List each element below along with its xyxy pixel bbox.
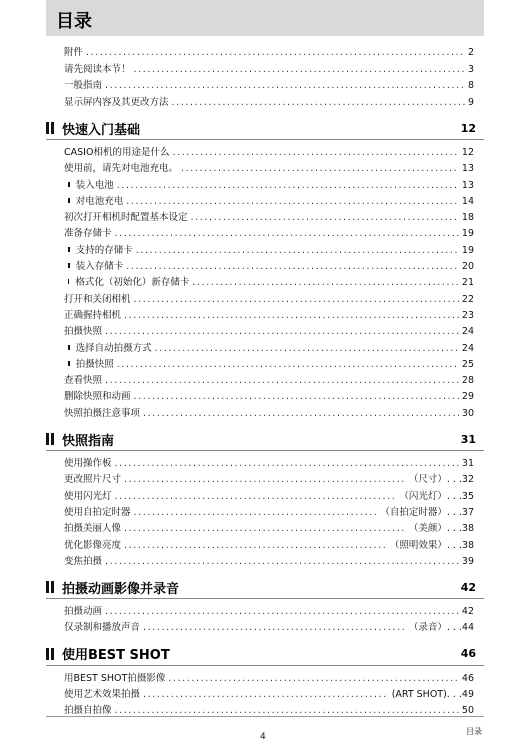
section-page: 31	[460, 432, 476, 446]
toc-entry-page: 21	[461, 277, 474, 289]
section-marker-icon	[46, 122, 56, 134]
toc-entry-page: 25	[461, 358, 474, 370]
toc-entry-page: （尺寸）. . .32	[408, 474, 474, 486]
toc-entry[interactable]	[64, 45, 474, 62]
table-of-contents	[46, 36, 484, 720]
dot-leader	[86, 45, 465, 62]
toc-subentry[interactable]	[64, 275, 474, 291]
toc-entry-page: （美颜）. . .38	[408, 523, 474, 535]
toc-entry-label: 使用操作板	[64, 458, 112, 470]
toc-entry-page: 3	[467, 63, 474, 75]
toc-entry-page: 39	[461, 555, 474, 567]
toc-entry-page: 19	[461, 228, 474, 240]
dot-leader	[126, 194, 459, 210]
toc-entry-label: 使用闪光灯	[64, 490, 112, 502]
section-entries	[46, 604, 484, 637]
toc-entry-page: 24	[461, 342, 474, 354]
dot-leader	[181, 161, 459, 177]
toc-entry-page: （录音）. . .44	[408, 622, 474, 634]
toc-entry-label: 快照拍摄注意事项	[64, 407, 141, 419]
toc-entry-page: 28	[461, 375, 474, 387]
square-bullet-icon	[68, 247, 70, 252]
toc-entry[interactable]	[64, 703, 474, 719]
toc-entry-page: (ART SHOT). . .49	[391, 689, 474, 701]
toc-entry[interactable]	[64, 62, 474, 79]
toc-entry-page: 19	[461, 244, 474, 256]
dot-leader	[172, 145, 458, 161]
toc-entry[interactable]	[64, 456, 474, 472]
section-title: 快速入门基础	[62, 122, 141, 138]
toc-entry-page: （自拍定时器）. . .37	[380, 506, 474, 518]
toc-entry-page: 31	[461, 458, 474, 470]
toc-entry[interactable]	[64, 210, 474, 226]
page-title: 目录	[56, 11, 92, 32]
square-bullet-icon	[68, 182, 70, 187]
toc-entry-page: 12	[461, 147, 474, 158]
dot-leader	[172, 95, 465, 112]
toc-entry-label: 变焦拍摄	[64, 555, 103, 567]
toc-entry[interactable]	[64, 95, 474, 112]
section-header[interactable]	[46, 428, 484, 451]
dot-leader	[155, 341, 459, 357]
toc-entry-page: 18	[461, 212, 474, 224]
dot-leader	[105, 604, 459, 620]
dot-leader	[191, 210, 459, 226]
toc-subentry[interactable]	[64, 194, 474, 210]
dot-leader	[115, 226, 459, 242]
toc-entry[interactable]	[64, 620, 474, 636]
toc-entry-page: 8	[467, 80, 474, 91]
toc-entry-page: （闪光灯）. . .35	[399, 490, 474, 502]
toc-subentry[interactable]	[64, 357, 474, 373]
toc-entry-label: 格式化（初始化）新存储卡	[75, 277, 190, 289]
dot-leader	[124, 538, 387, 554]
dot-leader	[134, 505, 378, 521]
toc-entry-label: 显示屏内容及其更改方法	[64, 96, 169, 108]
toc-entry-page: （照明效果）. . .38	[389, 539, 474, 551]
toc-entry-label: 请先阅读本节！	[64, 63, 131, 75]
toc-entry[interactable]	[64, 324, 474, 340]
toc-entry[interactable]	[64, 161, 474, 177]
dot-leader	[126, 259, 459, 275]
toc-entry-label: 打开和关闭相机	[64, 293, 131, 305]
dot-leader	[143, 620, 406, 636]
toc-entry[interactable]	[64, 538, 474, 554]
dot-leader	[115, 489, 397, 505]
toc-entry-page: 9	[467, 96, 474, 108]
dot-leader	[105, 554, 459, 570]
toc-entry[interactable]	[64, 373, 474, 389]
dot-leader	[117, 178, 459, 194]
toc-entry-label: 用BEST SHOT拍摄影像	[64, 672, 166, 684]
toc-entry[interactable]	[64, 687, 474, 703]
toc-entry-label: 装入存储卡	[75, 261, 124, 273]
dot-leader	[105, 78, 465, 95]
section-marker-icon	[46, 581, 56, 593]
dot-leader	[143, 406, 459, 422]
dot-leader	[192, 275, 459, 291]
section-header[interactable]	[46, 117, 484, 140]
toc-entry-label: 使用前，请先对电池充电。	[64, 163, 179, 175]
toc-entry-label: 准备存储卡	[64, 228, 112, 240]
dot-leader	[134, 292, 459, 308]
dot-leader	[168, 671, 459, 687]
toc-entry-label: 初次打开相机时配置基本设定	[64, 212, 188, 224]
toc-entry-page: 23	[461, 309, 474, 321]
section-title: 使用BEST SHOT	[62, 648, 170, 664]
square-bullet-icon	[68, 345, 70, 350]
dot-leader	[124, 308, 459, 324]
dot-leader	[134, 389, 459, 405]
toc-entry-label: 优化影像亮度	[64, 539, 122, 551]
dot-leader	[115, 703, 459, 719]
dot-leader	[143, 687, 389, 703]
toc-entry-page: 13	[461, 179, 474, 191]
toc-entry-page: 13	[461, 163, 474, 175]
square-bullet-icon	[68, 263, 70, 268]
toc-entry-label: 选择自动拍摄方式	[75, 342, 152, 354]
toc-entry-label: 拍摄美丽人像	[64, 523, 122, 535]
toc-entry-page: 42	[461, 606, 474, 618]
toc-entry[interactable]	[64, 505, 474, 521]
section-title: 快照指南	[62, 433, 115, 449]
toc-entry-page: 24	[461, 326, 474, 338]
dot-leader	[136, 243, 459, 259]
dot-leader	[134, 62, 465, 79]
section-entries	[46, 145, 484, 422]
section-page: 46	[460, 647, 476, 661]
intro-entries	[46, 36, 484, 111]
toc-entry-label: 对电池充电	[75, 195, 124, 207]
toc-entry-label: 仅录制和播放声音	[64, 622, 141, 634]
toc-entry[interactable]	[64, 389, 474, 405]
toc-entry-label: 支持的存储卡	[75, 244, 133, 256]
section-title: 拍摄动画影像并录音	[62, 581, 180, 597]
dot-leader	[124, 472, 406, 488]
footer-section-label: 目录	[466, 727, 482, 736]
toc-entry[interactable]	[64, 406, 474, 422]
toc-entry[interactable]	[64, 226, 474, 242]
toc-entry-label: 删除快照和动画	[64, 391, 131, 403]
toc-entry-page: 50	[461, 705, 474, 717]
square-bullet-icon	[68, 361, 70, 366]
toc-entry[interactable]	[64, 292, 474, 308]
section-header[interactable]	[46, 576, 484, 599]
toc-entry-page: 29	[461, 391, 474, 403]
toc-entry-label: CASIO相机的用途是什么	[64, 147, 170, 158]
toc-subentry[interactable]	[64, 178, 474, 194]
toc-entry-label: 使用艺术效果拍摄	[64, 689, 141, 701]
toc-entry-page: 30	[461, 407, 474, 419]
toc-entry-label: 拍摄动画	[64, 606, 103, 618]
toc-entry[interactable]	[64, 308, 474, 324]
section-page: 42	[460, 580, 476, 594]
toc-entry[interactable]	[64, 472, 474, 488]
toc-entry-label: 附件	[64, 47, 84, 58]
toc-entry-label: 装入电池	[75, 179, 114, 191]
toc-entry[interactable]	[64, 78, 474, 95]
toc-entry-label: 更改照片尺寸	[64, 474, 122, 486]
footer-page-number: 4	[260, 732, 266, 742]
square-bullet-icon	[68, 279, 69, 284]
toc-entry-label: 拍摄快照	[64, 326, 103, 338]
section-entries	[46, 456, 484, 570]
toc-subentry[interactable]	[64, 259, 474, 275]
toc-entry-label: 拍摄快照	[75, 358, 114, 370]
dot-leader	[124, 521, 406, 537]
toc-entry-page: 2	[467, 47, 474, 58]
toc-entry[interactable]	[64, 604, 474, 620]
toc-entry-page: 46	[461, 672, 474, 684]
toc-entry[interactable]	[64, 521, 474, 537]
toc-entry-page: 22	[461, 293, 474, 305]
toc-entry-label: 正确握持相机	[64, 309, 122, 321]
dot-leader	[117, 357, 459, 373]
section-page: 12	[460, 121, 476, 135]
toc-subentry[interactable]	[64, 243, 474, 259]
toc-entry-label: 一般指南	[64, 80, 103, 91]
dot-leader	[105, 373, 459, 389]
toc-sections	[46, 117, 484, 720]
footer-divider	[46, 716, 484, 717]
square-bullet-icon	[68, 198, 70, 203]
section-marker-icon	[46, 433, 56, 445]
dot-leader	[105, 324, 459, 340]
toc-entry-page: 20	[461, 261, 474, 273]
toc-entry-label: 拍摄自拍像	[64, 705, 112, 717]
toc-entry[interactable]	[64, 671, 474, 687]
page-header	[46, 0, 484, 36]
section-entries	[46, 671, 484, 720]
toc-entry-label: 使用自拍定时器	[64, 506, 131, 518]
dot-leader	[115, 456, 459, 472]
section-marker-icon	[46, 648, 56, 660]
section-header[interactable]	[46, 643, 484, 666]
toc-subentry[interactable]	[64, 341, 474, 357]
toc-entry-page: 14	[461, 195, 474, 207]
toc-entry[interactable]	[64, 489, 474, 505]
toc-entry[interactable]	[64, 554, 474, 570]
toc-entry[interactable]	[64, 145, 474, 161]
toc-entry-label: 查看快照	[64, 375, 103, 387]
